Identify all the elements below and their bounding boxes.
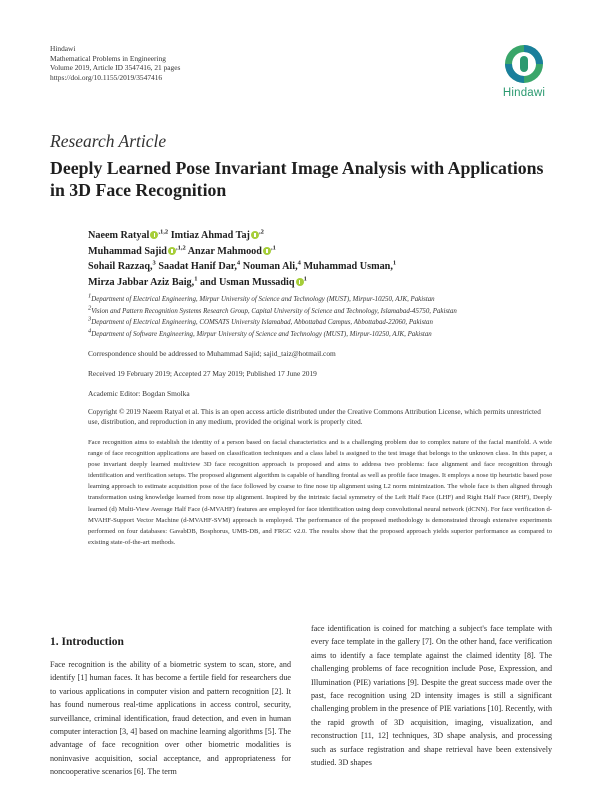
hindawi-logo — [494, 43, 554, 99]
affiliation-text: Department of Software Engineering, Mirpur University of Science and Technology (MUST), Mirpur-10250, AJK, Pakistan — [91, 330, 432, 338]
author-name: Mirza Jabbar Aziz Baig, — [88, 276, 195, 288]
affiliation-text: Department of Electrical Engineering, COMSATS University Islamabad, Abbottabad Campus, Abbottabad-22060, Pakistan — [91, 319, 433, 326]
author-name: and Usman Mussadiq — [200, 276, 295, 288]
journal-name: Mathematical Problems in Engineering — [50, 53, 166, 63]
orcid-icon[interactable] — [168, 247, 176, 255]
journal-info — [50, 44, 180, 82]
author-affiliation-sup: ,1 — [270, 244, 276, 252]
author-affiliation-sup: 1 — [303, 275, 307, 283]
abstract: Face recognition aims to establish the identity of a person based on facial characteristics and is a challenging problem due to complex nature of the facial manifold. A wide range of face recognition applications are based on classification techniques and a class label is assigned to the test image that belongs to the unknown class. In this paper, a pose invariant deeply learned multiview 3D face recognition approach is proposed and aims to address two problems: face alignment and face recognition through identification and verification setups. The proposed alignment algorithm is capable of handling frontal as well as profile face images. It employs a nose tip heuristic based pose learning approach to estimate acquisition pose of the face followed by coarse to fine nose tip alignment using L2 norm minimization. The whole face is then aligned through transformation using knowledge learned from nose tip alignment. Inspired by the intrinsic facial symmetry of the Left Half Face (LHF) and Right Half Face (RHF), Deeply learned (d) Multi-View Average Half Face (d-MVAHF) features are employed for face identification using deep convolutional neural network (dCNN). For face verification d-MVAHF-Support Vector Machine (d-MVAHF-SVM) approach is employed. The performance of the proposed methodology is demonstrated through extensive experiments performed on four databases: GavabDB, Bosphorus, UMB-DB, and FRGC v2.0. The results show that the proposed approach yields superior performance as compared to existing state-of-the-art methods. — [88, 439, 552, 546]
author-name: Nouman Ali, — [242, 261, 298, 272]
affiliation-text: Department of Electrical Engineering, Mirpur University of Science and Technology (MUST), Mirpur-10250, AJK, Pakistan — [91, 296, 435, 303]
author-name: Muhammad Sajid — [88, 245, 167, 257]
affiliation-sup: 1 — [88, 292, 92, 300]
author-affiliation-sup: 1 — [392, 259, 397, 267]
author-line — [88, 259, 558, 275]
affiliation-item — [88, 306, 568, 318]
section-heading: 1. Introduction — [50, 636, 124, 648]
author-line — [88, 244, 558, 260]
affiliation-item — [88, 317, 568, 329]
author-list — [88, 228, 558, 290]
copyright-notice: Copyright © 2019 Naeem Ratyal et al. This is an open access article distributed under the Creative Commons Attribution License, which permits unrestricted use, distribution, and reproduction in any medium, provided the original work is properly cited. — [88, 408, 541, 427]
intro-column-right: face identification is coined for matching a subject's face template with every face template in the gallery [7]. On the other hand, face verification aims to identify a face template against the claimed identity [8]. The challenging problems of face recognition include Pose, Expression, and Illumination (PIE) variations [9]. Despite the great success made over the past, face recognition using 2D intensity images is still a significant challenging problem in the presence of PIE variations [10]. Recently, with the rapid growth of 3D acquisition, imaging, visualization, and reconstruction [11, 12] techniques, 3D shape analysis, and processing such as surface registration and shape retrieval have been extensively studied. 3D shapes — [311, 624, 552, 768]
intro-column-left: Face recognition is the ability of a biometric system to scan, store, and identify [1] human faces. It has become a fertile field for researchers due to various applications in computer vision and pattern recognition [2]. It has found numerous real-time applications in access control, security, surveillance, criminal identification, fraud detection, and even in human computer interaction [3, 4] based on machine learning algorithms [5]. The advantage of face recognition over other biometric modalities is noninvasive acquisition, social acceptance, and appropriateness for noncooperative scenarios [6]. The term — [50, 660, 291, 777]
author-affiliation-sup: ,1,2 — [175, 244, 186, 252]
affiliation-text: Vision and Pattern Recognition Systems Research Group, Capital University of Science and Technology, Islamabad-45750, Pakistan — [91, 307, 457, 315]
author-affiliation-sup: ,1,2 — [158, 228, 169, 236]
author-line — [88, 228, 558, 244]
doi-link[interactable]: https://doi.org/10.1155/2019/3547416 — [50, 72, 163, 82]
orcid-icon[interactable] — [296, 278, 304, 286]
author-affiliation-sup: 4 — [297, 259, 301, 267]
author-name: Anzar Mahmood — [187, 245, 262, 257]
author-affiliation-sup: 1 — [194, 275, 198, 283]
orcid-icon[interactable] — [150, 231, 158, 239]
correspondence: Correspondence should be addressed to Muhammad Sajid; sajid_taiz@hotmail.com — [88, 349, 336, 358]
orcid-icon[interactable] — [263, 247, 271, 255]
article-type: Research Article — [50, 131, 167, 151]
author-name: Saadat Hanif Dar, — [158, 261, 237, 272]
orcid-icon[interactable] — [251, 231, 259, 239]
author-line — [88, 275, 558, 291]
logo-text: Hindawi — [502, 87, 546, 99]
author-name: Imtiaz Ahmad Taj — [170, 230, 250, 241]
affiliation-sup: 2 — [88, 304, 92, 312]
volume-line: Volume 2019, Article ID 3547416, 21 pages — [50, 63, 181, 73]
publisher-name: Hindawi — [50, 44, 76, 53]
academic-editor: Academic Editor: Bogdan Smolka — [88, 389, 190, 398]
paper-title: Deeply Learned Pose Invariant Image Analysis with Applications in 3D Face Recognition — [50, 158, 544, 200]
affiliation-sup: 3 — [88, 315, 92, 323]
author-affiliation-sup: 3 — [152, 259, 156, 267]
affiliation-item — [88, 329, 568, 341]
affiliations — [88, 294, 568, 340]
author-name: Naeem Ratyal — [88, 230, 150, 241]
author-name: Sohail Razzaq, — [88, 261, 153, 272]
author-name: Muhammad Usman, — [303, 261, 393, 272]
author-affiliation-sup: ,2 — [258, 228, 264, 236]
author-affiliation-sup: 4 — [236, 259, 241, 267]
affiliation-item — [88, 294, 568, 306]
hindawi-logo-icon — [503, 43, 545, 85]
affiliation-sup: 4 — [88, 327, 92, 335]
publication-dates: Received 19 February 2019; Accepted 27 May 2019; Published 17 June 2019 — [88, 369, 317, 378]
